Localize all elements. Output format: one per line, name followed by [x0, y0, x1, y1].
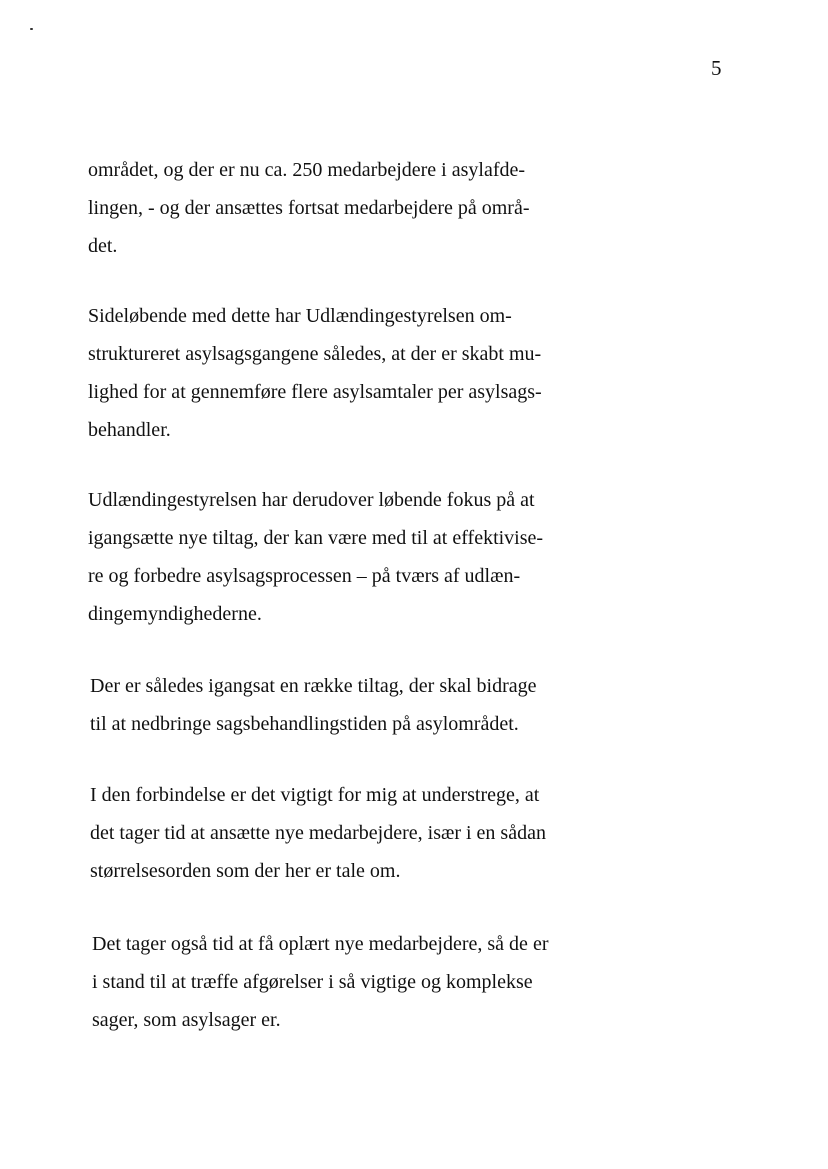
text-line: struktureret asylsagsgangene således, at der er skabt mu- [88, 343, 542, 365]
text-line: I den forbindelse er det vigtigt for mig at understrege, at [90, 784, 540, 806]
text-line: det tager tid at ansætte nye medarbejdere, især i en sådan [90, 822, 546, 844]
paragraph-6 [92, 925, 548, 1039]
text-line: lingen, - og der ansættes fortsat medarbejdere på områ- [88, 197, 530, 219]
text-line: Det tager også tid at få oplært nye medarbejdere, så de er [92, 933, 549, 955]
text-line: igangsætte nye tiltag, der kan være med til at effektivise- [88, 527, 544, 549]
text-line: Der er således igangsat en række tiltag, der skal bidrage [90, 675, 537, 697]
paragraph-2 [88, 297, 542, 449]
text-line: området, og der er nu ca. 250 medarbejdere i asylafde- [88, 159, 526, 181]
text-line: i stand til at træffe afgørelser i så vigtige og komplekse [92, 971, 533, 993]
text-line: lighed for at gennemføre flere asylsamtaler per asylsags- [88, 381, 542, 403]
text-line: behandler. [88, 419, 171, 441]
paragraph-3 [88, 481, 543, 633]
text-line: størrelsesorden som der her er tale om. [90, 860, 401, 882]
scan-speck [30, 28, 33, 30]
text-line: re og forbedre asylsagsprocessen – på tværs af udlæn- [88, 565, 521, 587]
paragraph-5 [90, 776, 546, 890]
paragraph-4 [90, 667, 537, 743]
paragraph-1 [88, 151, 530, 265]
page-number: 5 [711, 56, 722, 80]
text-line: Sideløbende med dette har Udlændingestyrelsen om- [88, 305, 512, 327]
text-line: sager, som asylsager er. [92, 1009, 281, 1031]
text-line: til at nedbringe sagsbehandlingstiden på asylområdet. [90, 713, 519, 735]
text-line: dingemyndighederne. [88, 603, 262, 625]
text-line: det. [88, 235, 118, 257]
text-line: Udlændingestyrelsen har derudover løbende fokus på at [88, 489, 535, 511]
